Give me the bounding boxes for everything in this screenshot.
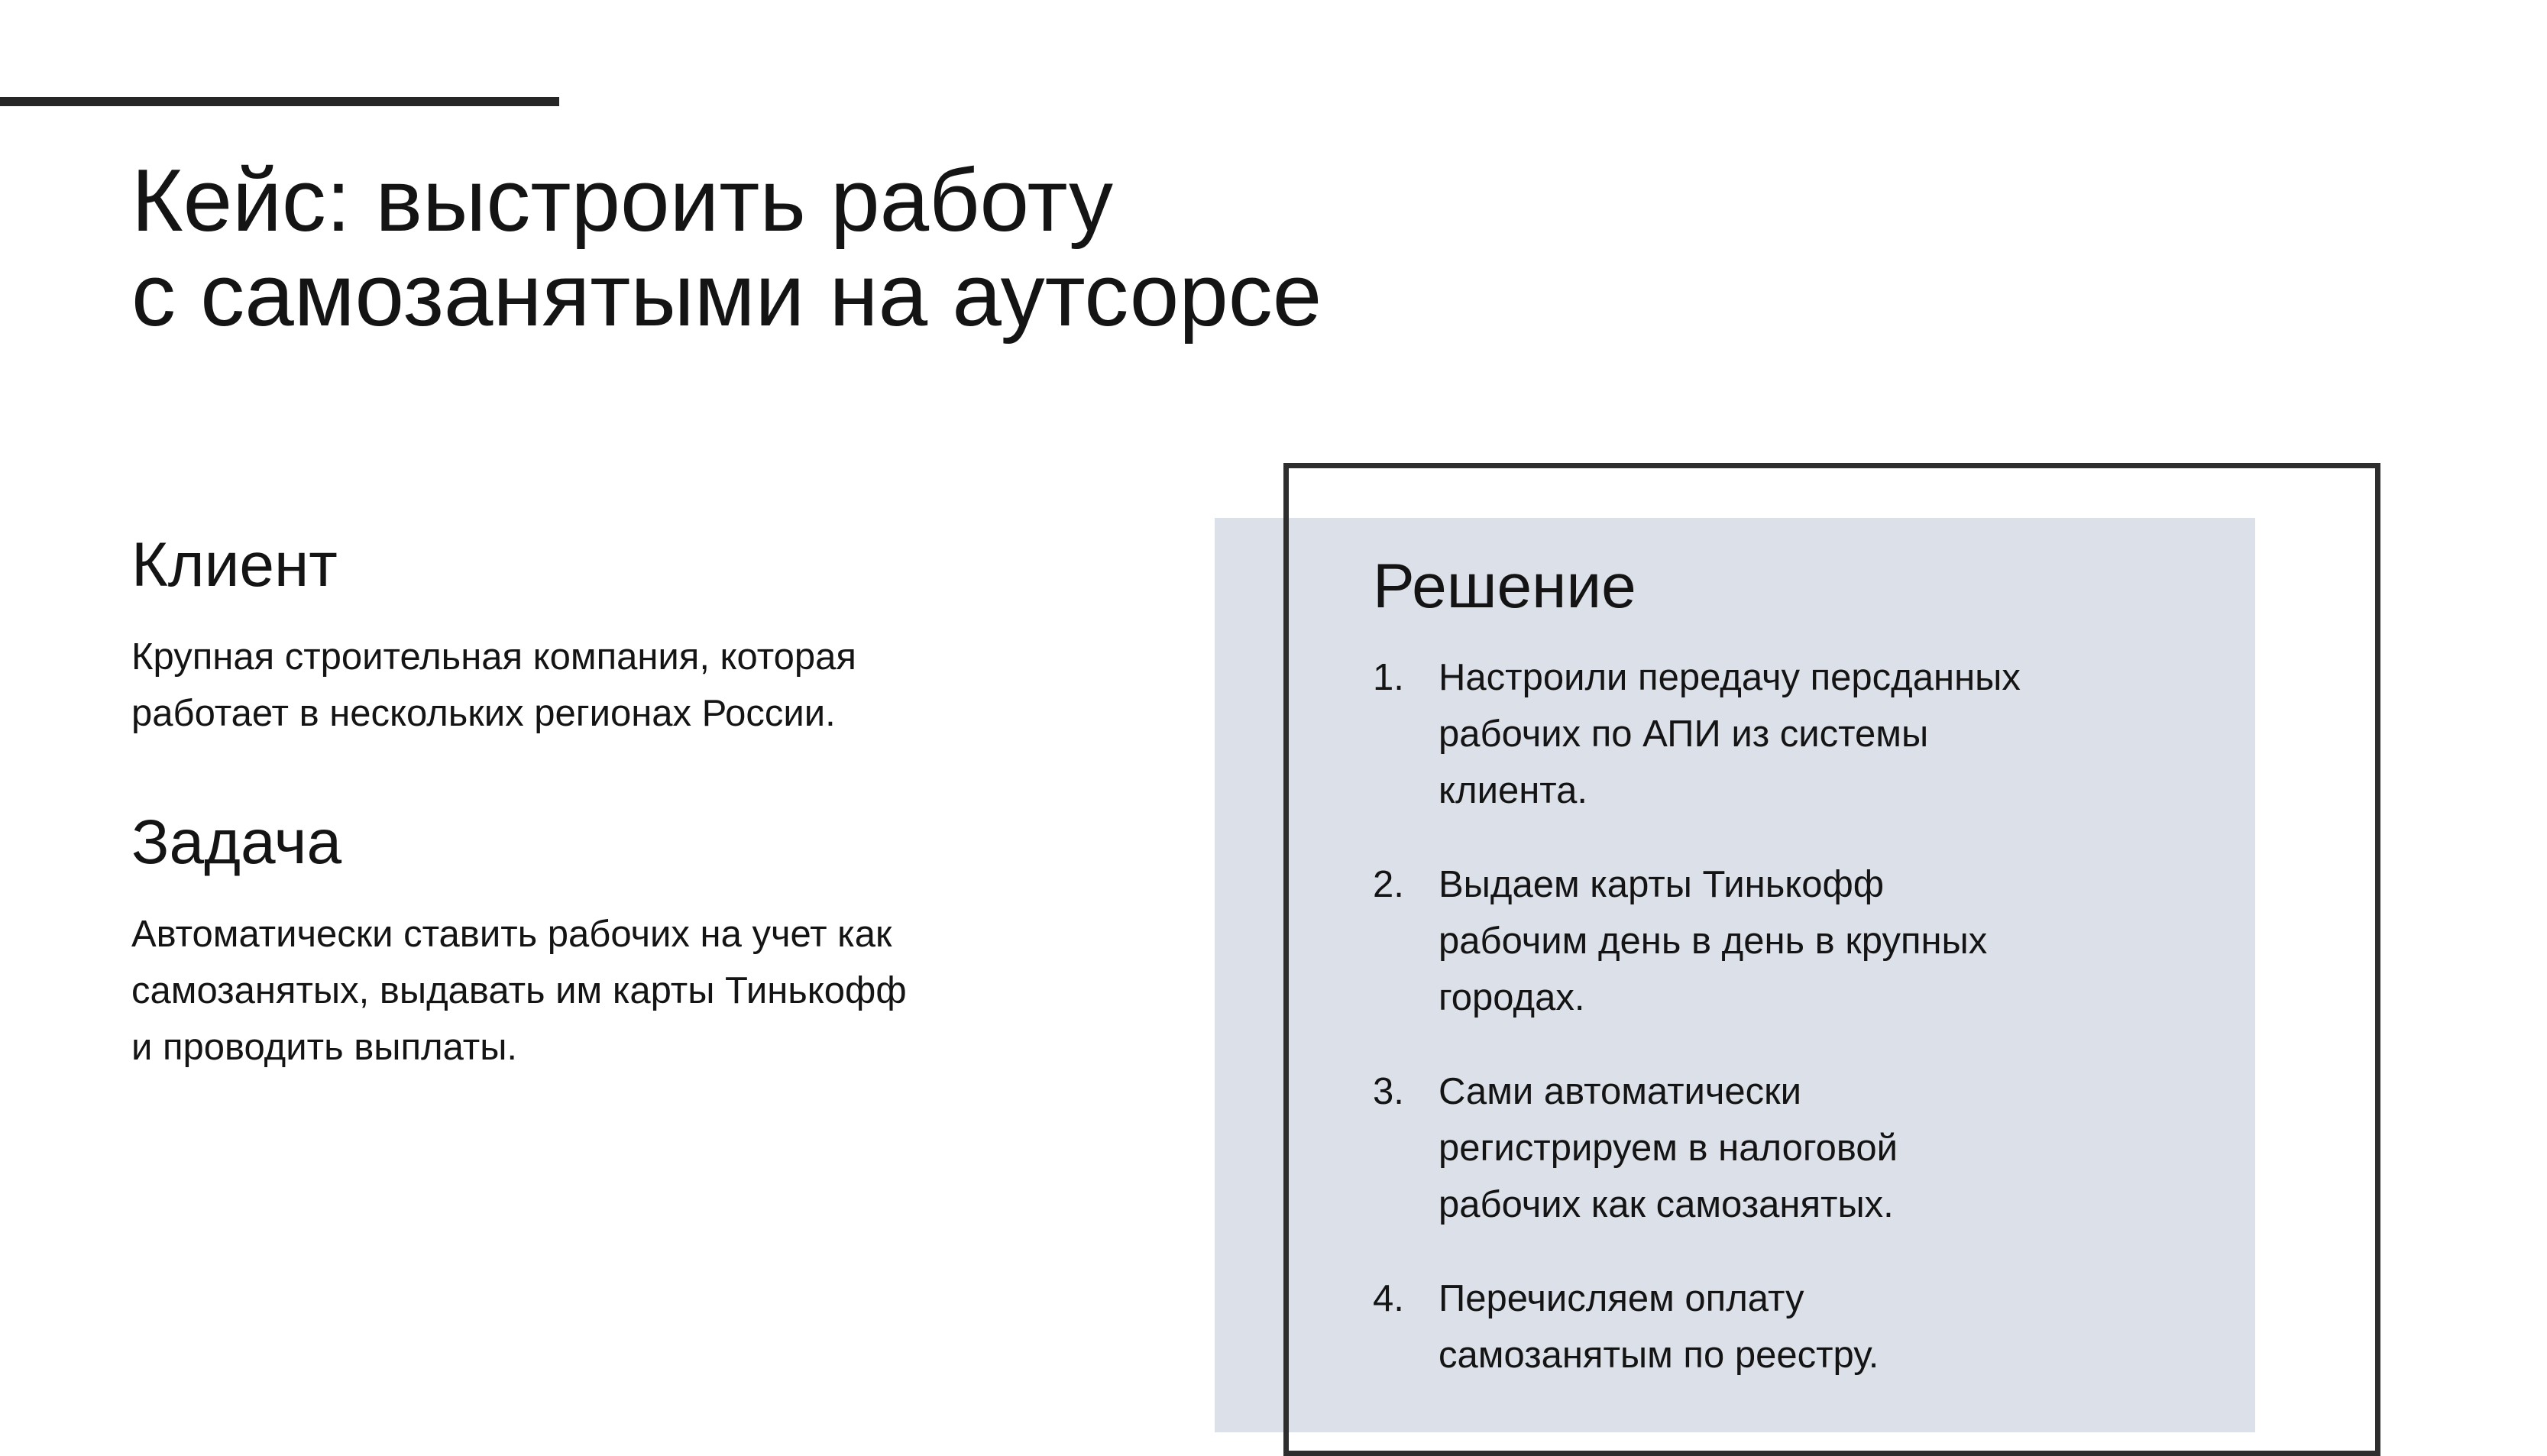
solution-item-text-line: городах. bbox=[1439, 977, 1585, 1018]
solution-item-number: 2. bbox=[1373, 864, 1404, 905]
solution-list bbox=[1373, 649, 2021, 1421]
task-description-line: самозанятых, выдавать им карты Тинькофф bbox=[131, 970, 907, 1011]
top-accent-rule bbox=[0, 97, 559, 106]
solution-item-text-line: Выдаем карты Тинькофф bbox=[1439, 864, 1885, 905]
task-heading: Задача bbox=[131, 807, 342, 877]
client-description bbox=[131, 629, 856, 742]
solution-item-text-line: рабочих как самозанятых. bbox=[1439, 1184, 1894, 1225]
page-title-line-2: с самозанятыми на аутсорсе bbox=[131, 245, 1322, 345]
solution-item-2 bbox=[1373, 856, 2021, 1026]
solution-item-text-line: Сами автоматически bbox=[1439, 1071, 1801, 1112]
solution-item-text-line: рабочих по АПИ из системы bbox=[1439, 713, 1929, 755]
client-description-line: работает в нескольких регионах России. bbox=[131, 693, 836, 734]
solution-item-text-line: клиента. bbox=[1439, 770, 1588, 811]
solution-item-text-line: самозанятым по реестру. bbox=[1439, 1335, 1879, 1376]
solution-item-1 bbox=[1373, 649, 2021, 819]
solution-item-text-line: регистрируем в налоговой bbox=[1439, 1128, 1898, 1169]
solution-heading: Решение bbox=[1373, 552, 1636, 621]
solution-item-text-line: Перечисляем оплату bbox=[1439, 1278, 1804, 1319]
task-description bbox=[131, 906, 907, 1076]
solution-item-number: 1. bbox=[1373, 657, 1404, 698]
page-title bbox=[131, 150, 1322, 345]
solution-item-4 bbox=[1373, 1270, 2021, 1383]
solution-item-number: 4. bbox=[1373, 1278, 1404, 1319]
client-heading: Клиент bbox=[131, 530, 338, 600]
solution-item-3 bbox=[1373, 1063, 2021, 1233]
client-description-line: Крупная строительная компания, которая bbox=[131, 636, 856, 678]
task-description-line: Автоматически ставить рабочих на учет как bbox=[131, 914, 892, 955]
solution-item-text-line: рабочим день в день в крупных bbox=[1439, 921, 1988, 962]
task-description-line: и проводить выплаты. bbox=[131, 1027, 518, 1068]
page-title-line-1: Кейс: выстроить работу bbox=[131, 150, 1113, 250]
solution-item-number: 3. bbox=[1373, 1071, 1404, 1112]
solution-item-text-line: Настроили передачу персданных bbox=[1439, 657, 2021, 698]
